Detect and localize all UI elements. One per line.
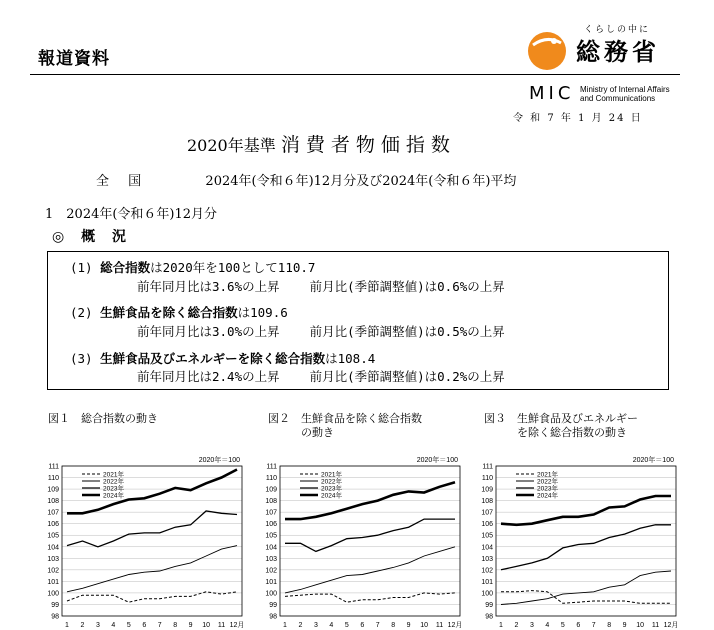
x-tick-label: 7 — [375, 622, 380, 629]
x-tick-label: 3 — [529, 622, 534, 629]
x-tick-label: 1 — [283, 622, 287, 629]
summary-box — [47, 251, 669, 390]
x-tick-label: 9 — [622, 622, 627, 629]
header-rule — [30, 74, 680, 75]
y-tick-label: 104 — [481, 544, 493, 552]
x-tick-label: 11 — [651, 622, 660, 629]
y-tick-label: 106 — [47, 521, 59, 529]
y-tick-label: 103 — [265, 555, 277, 563]
y-tick-label: 104 — [47, 544, 59, 552]
y-tick-label: 102 — [265, 567, 277, 575]
x-tick-label: 8 — [173, 622, 178, 629]
y-tick-label: 98 — [485, 613, 493, 621]
figure-1-title: 図１ 総合指数の動き — [48, 412, 158, 425]
series-line — [67, 592, 237, 602]
x-tick-label: 2 — [80, 622, 85, 629]
mic-sub-line2: and Communications — [580, 94, 656, 103]
x-tick-label: 4 — [111, 622, 116, 629]
x-tick-label: 8 — [391, 622, 396, 629]
base-note: 2020年＝100 — [632, 457, 674, 464]
mic-label: MIC — [529, 83, 575, 104]
legend-label: 2022年 — [103, 478, 124, 486]
chart-3 — [474, 452, 684, 630]
x-tick-label: 10 — [636, 622, 644, 629]
mic-sub-line1: Ministry of Internal Affairs — [580, 85, 670, 94]
y-tick-label: 111 — [266, 463, 277, 471]
y-tick-label: 102 — [47, 567, 59, 575]
item-number: (1) — [70, 260, 93, 275]
x-tick-label: 2 — [514, 622, 519, 629]
y-tick-label: 100 — [265, 590, 277, 598]
x-tick-label: 11 — [217, 622, 226, 629]
scope-line — [96, 170, 516, 189]
legend-label: 2023年 — [103, 485, 124, 493]
chart-2 — [258, 452, 468, 630]
press-release-label: 報道資料 — [38, 49, 110, 69]
series-line — [501, 571, 671, 605]
x-tick-label: 12月 — [663, 622, 679, 629]
x-tick-label: 5 — [344, 622, 349, 629]
y-tick-label: 101 — [265, 578, 277, 586]
y-tick-label: 106 — [265, 521, 277, 529]
title-base: 2020年基準 — [187, 136, 276, 155]
y-tick-label: 105 — [481, 532, 493, 540]
x-tick-label: 9 — [188, 622, 193, 629]
base-note: 2020年＝100 — [416, 457, 458, 464]
legend-label: 2023年 — [321, 485, 342, 493]
x-tick-label: 12月 — [229, 622, 245, 629]
logo-kana: くらしの中に — [584, 25, 651, 35]
legend-label: 2022年 — [537, 478, 558, 486]
y-tick-label: 102 — [481, 567, 493, 575]
series-line — [285, 593, 455, 602]
title-main: 消費者物価指数 — [280, 134, 456, 156]
y-tick-label: 107 — [47, 509, 59, 517]
y-tick-label: 103 — [481, 555, 493, 563]
y-tick-label: 105 — [47, 532, 59, 540]
figure-2-title: 図２ 生鮮食品を除く総合指数 の動き — [268, 412, 422, 439]
y-tick-label: 99 — [485, 601, 493, 609]
item-text: は109.6 — [237, 305, 288, 320]
series-line — [501, 525, 671, 570]
series-line — [501, 496, 671, 525]
x-tick-label: 6 — [576, 622, 581, 629]
y-tick-label: 110 — [265, 475, 277, 483]
y-tick-label: 105 — [265, 532, 277, 540]
y-tick-label: 107 — [265, 509, 277, 517]
y-tick-label: 109 — [265, 486, 277, 494]
overview-heading: ◎ 概 況 — [52, 229, 132, 245]
x-tick-label: 3 — [313, 622, 318, 629]
series-line — [67, 511, 237, 547]
legend-label: 2022年 — [321, 478, 342, 486]
item-text: は2020年を100として110.7 — [150, 260, 316, 275]
scope-period: 2024年(令和６年)12月分及び2024年(令和６年)平均 — [205, 174, 517, 189]
y-tick-label: 99 — [51, 601, 59, 609]
release-date: 令 和 7 年 1 月 24 日 — [513, 113, 643, 124]
x-tick-label: 10 — [420, 622, 428, 629]
x-tick-label: 9 — [406, 622, 411, 629]
x-tick-label: 4 — [545, 622, 550, 629]
x-tick-label: 1 — [65, 622, 69, 629]
item-text: は108.4 — [325, 351, 376, 366]
x-tick-label: 6 — [142, 622, 147, 629]
item-yoy: 前年同月比は3.0%の上昇 — [137, 324, 280, 339]
y-tick-label: 106 — [481, 521, 493, 529]
y-tick-label: 104 — [265, 544, 277, 552]
y-tick-label: 99 — [269, 601, 277, 609]
item-name: 総合指数 — [100, 260, 151, 275]
document-title — [187, 130, 456, 157]
legend-label: 2021年 — [321, 471, 342, 479]
y-tick-label: 107 — [481, 509, 493, 517]
item-yoy: 前年同月比は3.6%の上昇 — [137, 279, 280, 294]
legend-label: 2024年 — [103, 492, 124, 500]
item-yoy: 前年同月比は2.4%の上昇 — [137, 369, 280, 384]
section-heading: 1 2024年(令和６年)12月分 — [45, 207, 218, 222]
item-2 — [70, 303, 288, 321]
x-tick-label: 7 — [157, 622, 162, 629]
y-tick-label: 111 — [48, 463, 59, 471]
item-3-details — [137, 367, 505, 385]
y-tick-label: 98 — [51, 613, 59, 621]
x-tick-label: 12月 — [447, 622, 463, 629]
base-note: 2020年＝100 — [198, 457, 240, 464]
item-1-details — [137, 277, 505, 295]
item-mom: 前月比(季節調整値)は0.2%の上昇 — [309, 369, 505, 384]
x-tick-label: 11 — [435, 622, 444, 629]
item-name: 生鮮食品及びエネルギーを除く総合指数 — [100, 351, 326, 366]
x-tick-label: 5 — [126, 622, 131, 629]
x-tick-label: 3 — [95, 622, 100, 629]
series-line — [67, 470, 237, 514]
item-3 — [70, 349, 375, 367]
y-tick-label: 109 — [47, 486, 59, 494]
item-mom: 前月比(季節調整値)は0.6%の上昇 — [309, 279, 505, 294]
y-tick-label: 108 — [47, 498, 59, 506]
x-tick-label: 2 — [298, 622, 303, 629]
x-tick-label: 6 — [360, 622, 365, 629]
ministry-name: 総務省 — [576, 38, 660, 66]
legend-label: 2024年 — [321, 492, 342, 500]
item-2-details — [137, 322, 505, 340]
y-tick-label: 100 — [47, 590, 59, 598]
chart-1 — [40, 452, 250, 630]
y-tick-label: 108 — [265, 498, 277, 506]
scope-area: 全 国 — [96, 174, 142, 189]
y-tick-label: 101 — [47, 578, 59, 586]
figure-3-title: 図３ 生鮮食品及びエネルギー を除く総合指数の動き — [484, 412, 638, 439]
y-tick-label: 103 — [47, 555, 59, 563]
item-mom: 前月比(季節調整値)は0.5%の上昇 — [309, 324, 505, 339]
y-tick-label: 111 — [482, 463, 493, 471]
item-1 — [70, 258, 315, 276]
item-name: 生鮮食品を除く総合指数 — [100, 305, 238, 320]
legend-label: 2021年 — [537, 471, 558, 479]
x-tick-label: 5 — [560, 622, 565, 629]
x-tick-label: 7 — [591, 622, 596, 629]
y-tick-label: 98 — [269, 613, 277, 621]
x-tick-label: 4 — [329, 622, 334, 629]
series-line — [67, 546, 237, 592]
y-tick-label: 100 — [481, 590, 493, 598]
legend-label: 2024年 — [537, 492, 558, 500]
x-tick-label: 10 — [202, 622, 210, 629]
legend-label: 2023年 — [537, 485, 558, 493]
mic-subtitle — [580, 85, 670, 103]
y-tick-label: 110 — [481, 475, 493, 483]
y-tick-label: 110 — [47, 475, 59, 483]
item-number: (3) — [70, 351, 93, 366]
y-tick-label: 108 — [481, 498, 493, 506]
y-tick-label: 109 — [481, 486, 493, 494]
x-tick-label: 8 — [607, 622, 612, 629]
sun-logo-icon — [527, 31, 567, 71]
y-tick-label: 101 — [481, 578, 493, 586]
item-number: (2) — [70, 305, 93, 320]
x-tick-label: 1 — [499, 622, 503, 629]
legend-label: 2021年 — [103, 471, 124, 479]
